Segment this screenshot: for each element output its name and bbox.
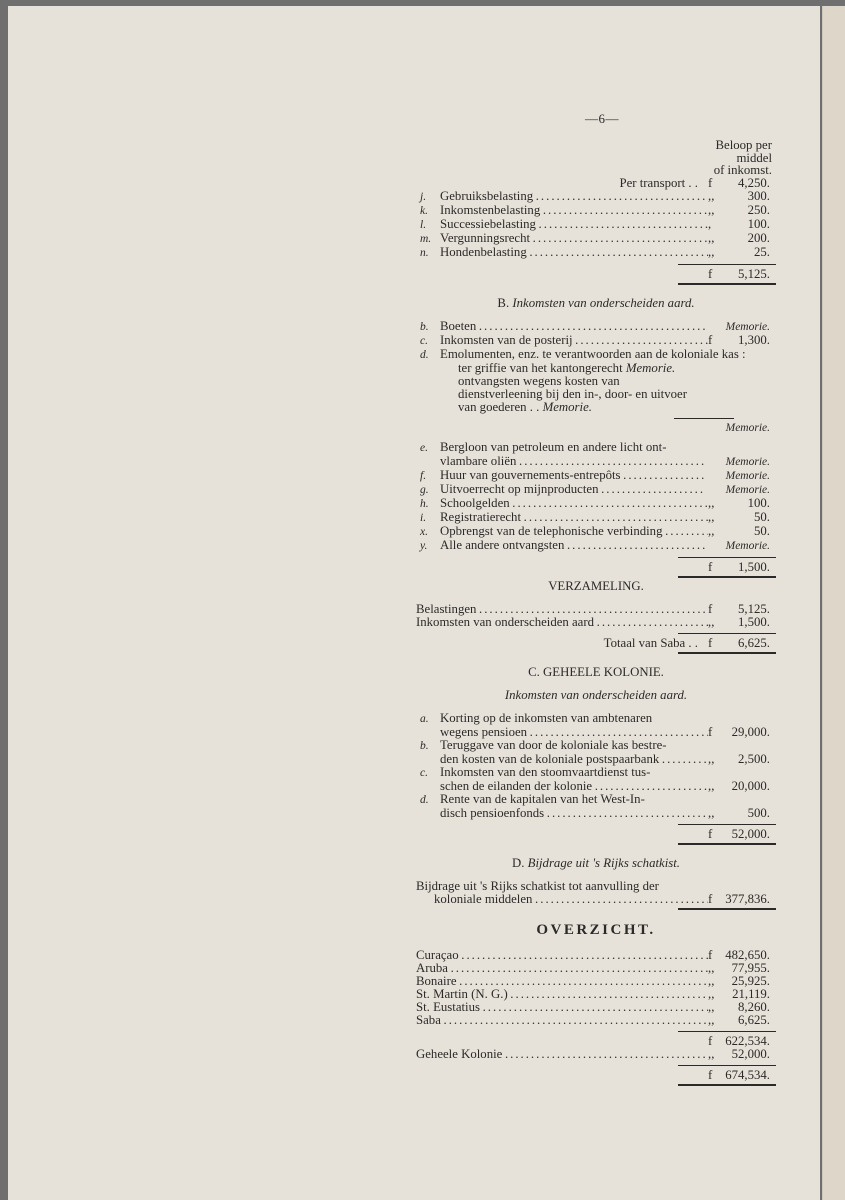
page-number: —6— [585, 111, 619, 126]
rule [678, 1031, 776, 1032]
total-currency: f [708, 266, 713, 281]
transport-amount: 4,250. [738, 175, 770, 190]
overzicht-row [416, 1001, 776, 1014]
item-text: disch pensioenfonds . . . [440, 807, 708, 820]
item-letter: b. [420, 320, 429, 333]
item-amount: Memorie. [725, 421, 770, 434]
item-letter: a. [420, 712, 429, 725]
overzicht-grand-total [416, 1069, 776, 1082]
verzameling-row [416, 616, 776, 629]
item-currency: ,, [708, 230, 715, 245]
item-letter: j. [420, 190, 427, 203]
section-b-total [416, 561, 776, 574]
section-b-title-text: Inkomsten van onderscheiden aard. [512, 295, 695, 310]
item-amount: 5,125. [738, 601, 770, 616]
item-letter: e. [420, 441, 428, 454]
item-d-sub1-text: ter griffie van het kantongerecht Memorie. [458, 361, 676, 375]
list-item-line2 [416, 807, 776, 820]
total-currency: f [708, 1067, 713, 1082]
list-item [416, 739, 776, 753]
list-item-line2 [416, 780, 776, 793]
item-amount: 100. [747, 495, 770, 510]
item-letter: h. [420, 497, 429, 510]
item-d-sub2 [416, 375, 776, 414]
item-currency: ,, [708, 751, 715, 766]
item-amount: 200. [747, 230, 770, 245]
item-currency: ,, [708, 509, 715, 524]
row-text: Geheele Kolonie . . . [416, 1048, 708, 1061]
item-text: Registratierecht . . . [440, 511, 708, 524]
section-c-total [416, 828, 776, 841]
overzicht-list [416, 949, 776, 1027]
item-text: Inkomstenbelasting . . . [440, 204, 708, 217]
section-d-title-text: Bijdrage uit 's Rijks schatkist. [527, 855, 681, 870]
verzameling-row [416, 603, 776, 616]
section-d-line1 [416, 880, 776, 893]
double-rule [678, 652, 776, 654]
item-text: Gebruiksbelasting . . . [440, 190, 708, 203]
item-text: Bergloon van petroleum en andere licht ont- [440, 440, 667, 454]
item-text: Saba . . . [416, 1014, 708, 1027]
item-d-sub1 [416, 362, 776, 375]
item-currency: ,, [708, 986, 715, 1001]
item-letter: c. [420, 334, 428, 347]
memorie-note: Memorie. [625, 361, 676, 375]
column-header-line1: Beloop per [715, 138, 772, 152]
section-c-subtitle: Inkomsten van onderscheiden aard. [504, 687, 688, 702]
item-currency: ,, [708, 805, 715, 820]
item-text: Hondenbelasting . . . [440, 246, 708, 259]
total-amount: 52,000. [731, 826, 770, 841]
rule [678, 1065, 776, 1066]
item-currency: f [708, 724, 713, 739]
double-rule [678, 908, 776, 910]
list-item [416, 246, 776, 260]
item-currency: ,, [708, 999, 715, 1014]
item-amount: 500. [747, 805, 770, 820]
item-amount: 1,500. [738, 614, 770, 629]
item-currency: ,, [708, 960, 715, 975]
section-b-list-top [416, 320, 776, 348]
item-currency: ,, [708, 973, 715, 988]
item-d-total [416, 422, 776, 435]
item-amount: 300. [747, 188, 770, 203]
item-text: Huur van gouvernements-entrepôts . . . [440, 469, 706, 482]
list-item [416, 539, 776, 553]
content-column [416, 112, 776, 1086]
section-d-line2 [416, 893, 776, 906]
item-currency: f [708, 891, 713, 906]
column-header-line2: middel [736, 150, 772, 165]
total-amount: 674,534. [725, 1067, 770, 1082]
item-amount: 25,925. [731, 973, 770, 988]
item-text: Alle andere ontvangsten . . . [440, 539, 706, 552]
list-item [416, 232, 776, 246]
transport-currency: f [708, 175, 713, 190]
double-rule [678, 576, 776, 578]
total-amount: 622,534. [725, 1033, 770, 1048]
item-currency: ,, [708, 495, 715, 510]
item-letter: y. [420, 539, 428, 552]
item-text: den kosten van de koloniale postspaarbank . . . [440, 753, 708, 766]
item-amount: Memorie. [725, 483, 770, 496]
list-item [416, 204, 776, 218]
item-amount: Memorie. [725, 320, 770, 333]
verzameling-list [416, 603, 776, 629]
section-b-prefix: B. [497, 295, 510, 310]
item-letter: l. [420, 218, 427, 231]
item-amount: 50. [754, 523, 770, 538]
total-currency: f [708, 1033, 713, 1048]
total-amount: 1,500. [738, 559, 770, 574]
item-letter: g. [420, 483, 429, 496]
row-amount: 52,000. [731, 1046, 770, 1061]
list-item [416, 483, 776, 497]
rule [678, 633, 776, 634]
item-letter: b. [420, 739, 429, 752]
total-amount: 5,125. [738, 266, 770, 281]
item-amount: Memorie. [725, 539, 770, 552]
list-item [416, 793, 776, 807]
rule [678, 557, 776, 558]
total-amount: 6,625. [738, 635, 770, 650]
item-amount: 250. [747, 202, 770, 217]
item-d [416, 348, 776, 362]
overzicht-row [416, 975, 776, 988]
item-d-sub2-text: ontvangsten wegens kosten van dienstverleening bij den in-, door- en uitvoer van goederen . . Memorie. [458, 374, 687, 414]
item-text: Teruggave van door de koloniale kas bestre- [440, 738, 667, 752]
item-text: Inkomsten van de posterij . . . [440, 334, 708, 347]
item-currency: f [708, 947, 713, 962]
total-currency: f [708, 559, 713, 574]
item-letter: m. [420, 232, 432, 245]
item-amount: 1,300. [738, 332, 770, 347]
item-text: Inkomsten van den stoomvaartdienst tus- [440, 765, 651, 779]
item-text: Vergunningsrecht . . . [440, 232, 708, 245]
item-currency: , [708, 216, 712, 231]
item-currency: f [708, 601, 713, 616]
rule [674, 418, 734, 419]
item-currency: ,, [708, 778, 715, 793]
item-letter: k. [420, 204, 428, 217]
item-letter: x. [420, 525, 428, 538]
item-text: Rente van de kapitalen van het West-In- [440, 792, 645, 806]
rule [678, 264, 776, 265]
overzicht-row [416, 988, 776, 1001]
section-d-title [416, 857, 776, 870]
item-text: Successiebelasting . . . [440, 218, 708, 231]
item-letter: c. [420, 766, 428, 779]
list-item [416, 469, 776, 483]
overzicht-kolonie [416, 1048, 776, 1061]
item-currency: ,, [708, 188, 715, 203]
list-item [416, 497, 776, 511]
list-item [416, 190, 776, 204]
section-d-prefix: D. [511, 855, 525, 870]
section-c-title: C. GEHEELE KOLONIE. [528, 664, 664, 679]
total-currency: f [708, 826, 713, 841]
item-currency: f [708, 332, 713, 347]
item-amount: 25. [754, 244, 770, 259]
section-a-total [416, 268, 776, 281]
item-text: Schoolgelden . . . [440, 497, 708, 510]
memorie-note: Memorie. [542, 399, 592, 414]
overzicht-row [416, 962, 776, 975]
item-text: St. Eustatius . . . [416, 1001, 708, 1014]
total-label: Totaal van Saba . . [603, 635, 698, 650]
column-header [416, 139, 776, 177]
item-currency: ,, [708, 202, 715, 217]
transport-row [416, 177, 776, 190]
item-text: wegens pensioen . . . [440, 726, 708, 739]
item-text: Opbrengst van de telephonische verbinding . . . [440, 525, 708, 538]
item-e-line2 [416, 455, 776, 469]
double-rule [678, 1084, 776, 1086]
section-b-title [416, 297, 776, 310]
item-text: Korting op de inkomsten van ambtenaren [440, 711, 653, 725]
double-rule [678, 283, 776, 285]
item-letter: d. [420, 793, 429, 806]
item-text: Boeten . . . [440, 320, 706, 333]
item-text: schen de eilanden der kolonie . . . [440, 780, 708, 793]
item-amount: Memorie. [725, 455, 770, 468]
transport-label: Per transport . . [619, 175, 698, 190]
item-text: Aruba . . . [416, 962, 708, 975]
item-amount: Memorie. [725, 469, 770, 482]
item-text: St. Martin (N. G.) . . . [416, 988, 708, 1001]
item-amount: 2,500. [738, 751, 770, 766]
double-rule [678, 843, 776, 845]
item-text: Bonaire . . . [416, 975, 708, 988]
overzicht-subtotal [416, 1035, 776, 1048]
item-text: Uitvoerrecht op mijnproducten . . . [440, 483, 706, 496]
item-text: Inkomsten van onderscheiden aard . . . [416, 616, 708, 629]
list-item-line2 [416, 726, 776, 739]
adjacent-page-edge [822, 6, 845, 1200]
list-item [416, 320, 776, 334]
list-item [416, 334, 776, 348]
item-amount: 77,955. [731, 960, 770, 975]
item-currency: ,, [708, 523, 715, 538]
item-amount: 20,000. [731, 778, 770, 793]
verzameling-total [416, 637, 776, 650]
row-currency: ,, [708, 1046, 715, 1061]
item-text: Curaçao . . . [416, 949, 708, 962]
overzicht-title: OVERZICHT. [536, 921, 656, 938]
item-letter: n. [420, 246, 429, 259]
column-header-line3: of inkomst. [713, 163, 772, 177]
item-currency: ,, [708, 1012, 715, 1027]
overzicht-row [416, 949, 776, 962]
item-letter: f. [420, 469, 427, 482]
list-item [416, 712, 776, 726]
section-b-list-bottom [416, 469, 776, 553]
overzicht-row [416, 1014, 776, 1027]
list-item [416, 218, 776, 232]
item-text: Bijdrage uit 's Rijks schatkist tot aanvulling der [416, 879, 659, 893]
item-amount: 482,650. [725, 947, 770, 962]
item-text: Emolumenten, enz. te verantwoorden aan de koloniale kas : [440, 347, 746, 361]
list-item [416, 525, 776, 539]
item-text: vlambare oliën . . . [440, 455, 706, 468]
list-item [416, 511, 776, 525]
rule [678, 824, 776, 825]
item-text: koloniale middelen . . . [416, 893, 708, 906]
item-currency: ,, [708, 244, 715, 259]
item-amount: 100. [747, 216, 770, 231]
list-item [416, 766, 776, 780]
item-amount: 8,260. [738, 999, 770, 1014]
item-text: Belastingen . . . [416, 603, 708, 616]
list-item-line2 [416, 753, 776, 766]
item-amount: 6,625. [738, 1012, 770, 1027]
section-a-list [416, 190, 776, 260]
item-amount: 21,119. [732, 986, 770, 1001]
item-letter: d. [420, 348, 429, 361]
total-currency: f [708, 635, 713, 650]
item-amount: 50. [754, 509, 770, 524]
item-letter: i. [420, 511, 427, 524]
item-amount: 377,836. [725, 891, 770, 906]
verzameling-title: VERZAMELING. [548, 578, 644, 593]
item-currency: ,, [708, 614, 715, 629]
item-amount: 29,000. [731, 724, 770, 739]
section-c-list [416, 712, 776, 820]
item-e [416, 441, 776, 455]
